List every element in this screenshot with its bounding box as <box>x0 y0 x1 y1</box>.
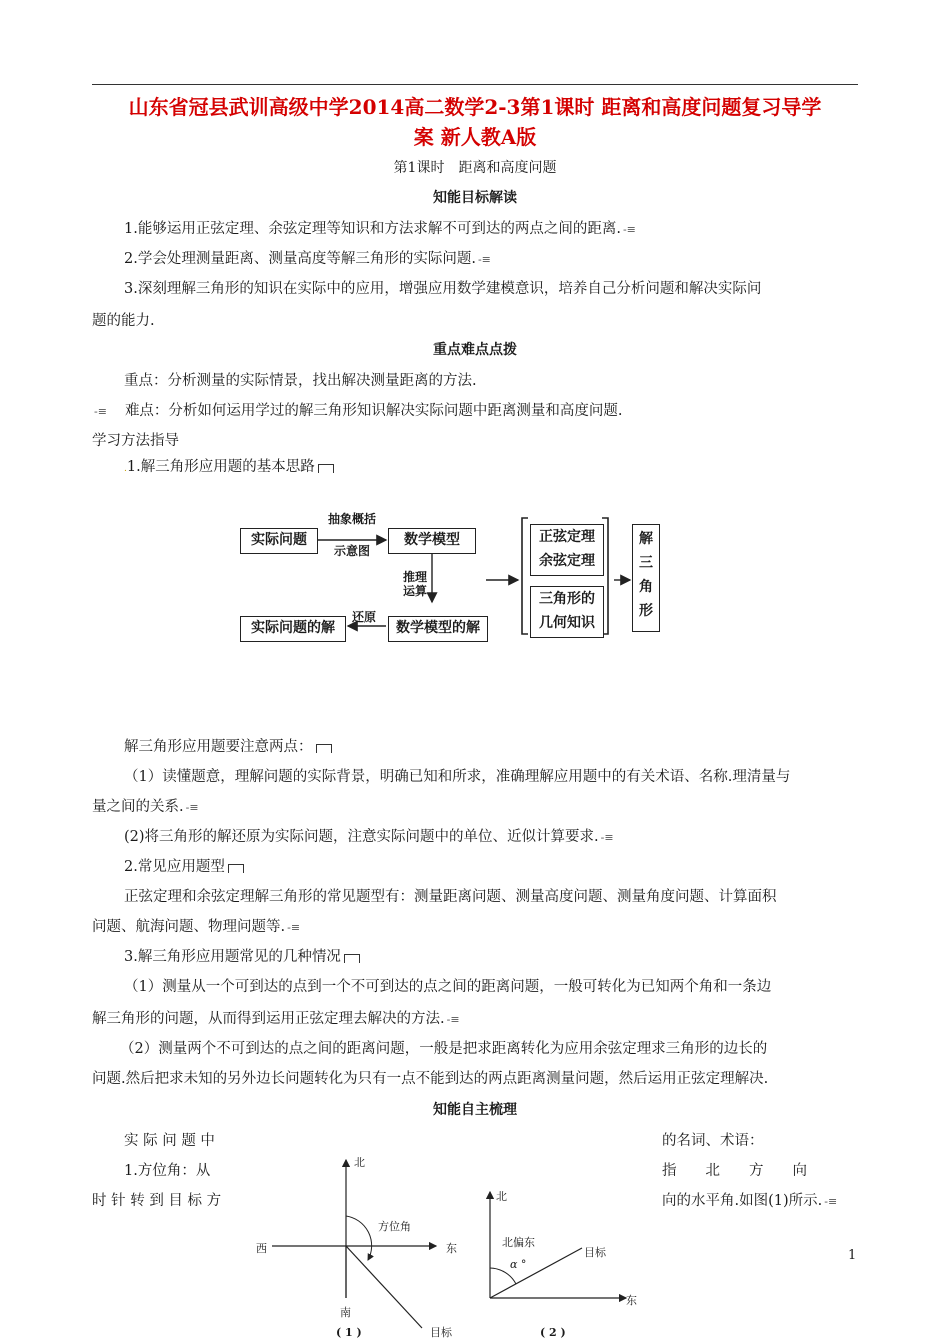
end-mark: -≡ <box>287 921 301 934</box>
page-number: 1 <box>848 1248 857 1263</box>
case1-line1: （1）测量从一个可到达的点到一个不可到达的点之间的距离问题，一般可转化为已知两个角和一条边 <box>124 979 772 995</box>
azimuth-left: 1.方位角：从 <box>124 1163 211 1179</box>
label-restore: 还原 <box>351 610 376 624</box>
cases-heading <box>92 942 890 972</box>
azimuth2-right-text: 向的水平角.如图(1)所示. <box>662 1193 823 1209</box>
fig1-south: 南 <box>340 1306 351 1319</box>
label-diagram: 示意图 <box>333 544 370 558</box>
types-line1: 正弦定理和余弦定理解三角形的常见题型有：测量距离问题、测量高度问题、测量角度问题、计算面积 <box>124 889 777 905</box>
fig2-target: 目标 <box>584 1246 606 1259</box>
bracket-mark <box>344 954 360 963</box>
document-title-line1: 山东省冠县武训高级中学2014高二数学2-3第1课时 距离和高度问题复习导学 <box>128 95 822 119</box>
goal-item-1 <box>92 214 890 245</box>
case1-line2-text: 解三角形的问题，从而得到运用正弦定理去解决的方法. <box>92 1011 445 1027</box>
solve-char-4: 形 <box>639 603 653 619</box>
section-heading-goals: 知能目标解读 <box>433 190 517 206</box>
note1-line2-text: 量之间的关系. <box>92 799 184 815</box>
difficult-point-line <box>92 396 858 427</box>
fig1-target: 目标 <box>430 1326 452 1339</box>
note2-line <box>92 822 890 853</box>
end-mark: -≡ <box>824 1195 838 1208</box>
note1-line2 <box>92 792 858 823</box>
fig2-east: 东 <box>626 1294 637 1307</box>
goal-1-text: 1.能够运用正弦定理、余弦定理等知识和方法求解不可到达的两点之间的距离. <box>124 221 621 237</box>
fig2-alpha: α ° <box>510 1258 527 1271</box>
method-heading: 学习方法指导 <box>92 433 179 449</box>
sine-law-label: 正弦定理 <box>539 529 595 545</box>
goal-item-3-line1: 3.深刻理解三角形的知识在实际中的应用，增强应用数学建模意识，培养自己分析问题和解决实际问 <box>124 281 762 297</box>
triangle-knowledge-line2: 几何知识 <box>539 615 595 631</box>
method-item-1 <box>92 452 890 484</box>
fig1-north: 北 <box>354 1156 365 1169</box>
note1-line1: （1）读懂题意，理解问题的实际背景，明确已知和所求，准确理解应用题中的有关术语、名称.理清量与 <box>124 769 791 785</box>
goal-item-2 <box>92 244 890 275</box>
dot-mark: . <box>124 464 127 474</box>
end-mark: -≡ <box>622 223 636 236</box>
triangle-knowledge-line1: 三角形的 <box>539 591 595 607</box>
goal-item-3-line2: 题的能力. <box>92 313 155 329</box>
label-abstract: 抽象概括 <box>327 512 376 526</box>
header-rule <box>92 84 858 85</box>
start-mark: -≡ <box>94 405 107 418</box>
azimuth-right: 指 北 方 向 <box>662 1163 807 1179</box>
end-mark: -≡ <box>477 253 491 266</box>
terms-right: 的名词、术语： <box>662 1133 764 1149</box>
bracket-mark <box>316 744 332 753</box>
fig2-caption: ( 2 ) <box>540 1326 566 1339</box>
solve-char-3: 角 <box>639 579 653 595</box>
section-heading-review: 知能自主梳理 <box>433 1102 517 1118</box>
section-heading-keys: 重点难点点拨 <box>433 342 517 358</box>
bracket-mark <box>228 864 244 873</box>
lesson-subtitle: 第1课时 距离和高度问题 <box>393 160 557 176</box>
fig1-west: 西 <box>256 1242 267 1255</box>
box-real-problem: 实际问题 <box>240 528 318 554</box>
types-heading <box>92 852 890 882</box>
fig1-east: 东 <box>446 1242 457 1255</box>
end-mark: -≡ <box>446 1013 460 1026</box>
attention-line <box>92 732 890 762</box>
case2-line1: （2）测量两个不可到达的点之间的距离问题，一般是把求距离转化为应用余弦定理求三角形的边长的 <box>120 1041 768 1057</box>
bracket-mark <box>318 464 334 473</box>
cosine-law-label: 余弦定理 <box>539 553 595 569</box>
azimuth2-left: 时 针 转 到 目 标 方 <box>92 1193 222 1209</box>
types-line2-text: 问题、航海问题、物理问题等. <box>92 919 286 935</box>
label-reasoning: 推理 运算 <box>402 570 427 598</box>
key-point: 重点：分析测量的实际情景，找出解决测量距离的方法. <box>124 373 477 389</box>
box-triangle-knowledge <box>530 586 604 638</box>
box-model-solution: 数学模型的解 <box>388 616 488 642</box>
solution-flowchart <box>236 512 666 648</box>
terms-left: 实 际 问 题 中 <box>124 1133 215 1149</box>
goal-2-text: 2.学会处理测量距离、测量高度等解三角形的实际问题. <box>124 251 476 267</box>
box-real-solution: 实际问题的解 <box>240 616 346 642</box>
types-line2 <box>92 912 858 943</box>
document-title-line2: 案 新人教A版 <box>413 125 537 149</box>
end-mark: -≡ <box>600 831 614 844</box>
box-solve-triangle <box>632 524 660 632</box>
box-sine-cosine-laws <box>530 524 604 576</box>
types-heading-text: 2.常见应用题型 <box>124 859 225 875</box>
method-1-text: 1.解三角形应用题的基本思路 <box>126 459 315 475</box>
attention-text: 解三角形应用题要注意两点： <box>124 739 313 755</box>
difficult-point: 难点：分析如何运用学过的解三角形知识解决实际问题中距离测量和高度问题. <box>124 403 623 419</box>
cases-heading-text: 3.解三角形应用题常见的几种情况 <box>124 949 341 965</box>
case1-line2 <box>92 1004 858 1035</box>
fig1-angle-label: 方位角 <box>378 1220 411 1233</box>
solve-char-1: 解 <box>639 531 653 547</box>
solve-char-2: 三 <box>639 555 653 571</box>
note2-text: (2)将三角形的解还原为实际问题，注意实际问题中的单位、近似计算要求. <box>124 829 599 845</box>
fig2-north: 北 <box>496 1190 507 1203</box>
end-mark: -≡ <box>185 801 199 814</box>
box-math-model: 数学模型 <box>388 528 476 554</box>
azimuth2-right <box>662 1186 858 1217</box>
fig1-caption: ( 1 ) <box>336 1326 362 1339</box>
fig2-bearing-label: 北偏东 <box>502 1236 535 1249</box>
case2-line2: 问题.然后把求未知的另外边长问题转化为只有一点不能到达的两点距离测量问题，然后运用正弦定理解决. <box>92 1071 769 1087</box>
